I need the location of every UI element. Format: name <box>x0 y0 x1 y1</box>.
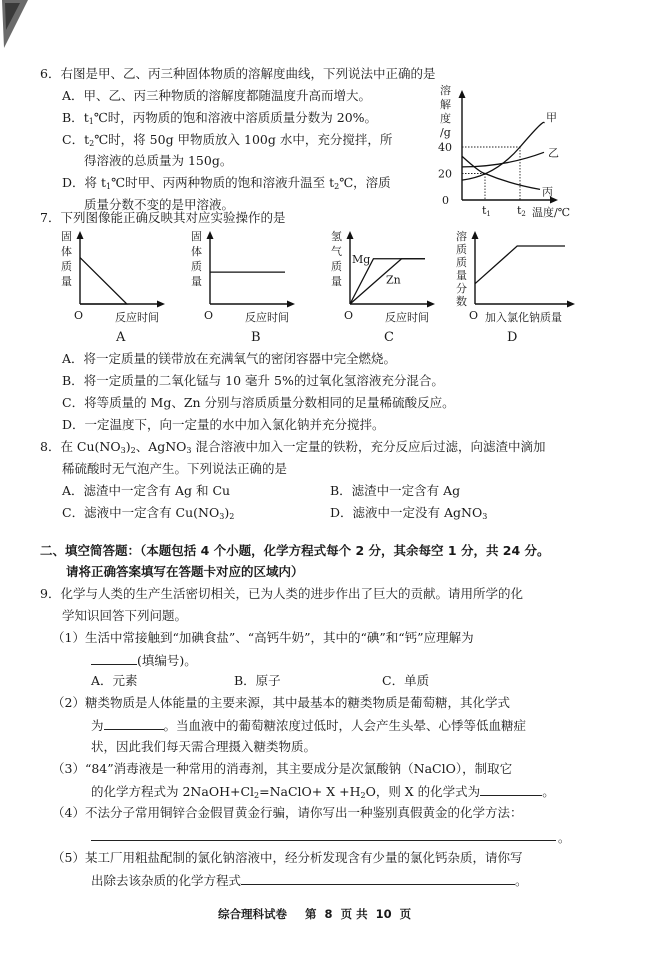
q9-part2-line2 <box>91 717 526 734</box>
y-axis-label: 质 <box>456 243 467 256</box>
x-axis-arrow-icon <box>157 301 165 308</box>
curve-丙 <box>462 156 540 189</box>
subscript: 3 <box>219 512 225 521</box>
text: (填编号)。 <box>137 653 197 668</box>
solubility-chart <box>440 82 580 220</box>
y-axis-label: 质 <box>61 260 72 273</box>
q7-option-d <box>62 417 385 433</box>
y-axis-label: 氢 <box>331 230 342 243</box>
graph-c <box>330 226 450 329</box>
curve-乙 <box>462 152 544 167</box>
option-text: 将等质量的 Mg、Zn 分别与溶质质量分数相同的足量稀硫酸反应。 <box>84 395 455 410</box>
text: O，则 X 的化学式为 <box>365 784 481 799</box>
y-axis-label: 气 <box>331 245 342 258</box>
option-text: 甲、乙、丙三种物质的溶解度都随温度升高而增大。 <box>83 88 372 103</box>
y-axis-arrow-icon <box>347 231 354 239</box>
q6-option-d-cont: 质量分数不变的是甲溶液。 <box>84 197 235 212</box>
x-axis-label: 反应时间 <box>115 311 159 324</box>
option-text: ℃时，丙物质的饱和溶液中溶质质量分数为 20%。 <box>93 110 378 125</box>
subscript: 3 <box>186 446 192 455</box>
q9-stem-line2: 学知识回答下列问题。 <box>62 608 188 623</box>
y-axis-label: 质 <box>456 256 467 269</box>
option-label: B． <box>62 110 84 125</box>
scan-corner-artifact <box>2 0 28 50</box>
q6-option-c-cont: 得溶液的总质量为 150g。 <box>84 153 233 168</box>
y-axis-label: /g <box>440 126 451 139</box>
series-label: 乙 <box>548 146 559 160</box>
option-label: C． <box>62 132 85 147</box>
y-axis-label: 量 <box>61 275 72 288</box>
q6-option-d <box>62 175 391 191</box>
y-axis-arrow-icon <box>77 231 84 239</box>
q6-option-c <box>62 132 392 148</box>
page-suffix: 页 <box>399 907 412 921</box>
q9-part1: （1）生活中常接触到“加碘食盐”、“高钙牛奶”，其中的“碘”和“钙”应理解为 <box>52 630 474 645</box>
option-text: 将 t <box>84 175 107 190</box>
text: ) <box>125 439 131 454</box>
q6-stem: 6．右图是甲、乙、丙三种固体物质的溶解度曲线，下列说法中正确的是 <box>40 66 436 81</box>
option-text: ℃，溶质 <box>339 175 391 190</box>
answer-blank[interactable] <box>241 872 515 885</box>
option-text: t <box>84 132 90 147</box>
y-axis-label: 量 <box>456 269 467 282</box>
subscript: 3 <box>120 446 126 455</box>
x-tick-label: t1 <box>482 204 491 218</box>
q9-part1-answer <box>91 652 197 669</box>
option-label: A． <box>62 351 84 366</box>
y-tick-label: 20 <box>438 167 452 181</box>
option-label: B． <box>62 373 84 388</box>
text: 混合溶液中加入一定量的铁粉，充分反应后过滤，向滤渣中滴加 <box>191 439 546 454</box>
q9-part1-option-b: B．原子 <box>234 673 281 688</box>
y-axis-label: 度 <box>440 112 451 125</box>
q9-part5-line2 <box>91 872 528 889</box>
y-axis-label: 量 <box>191 275 202 288</box>
y-axis-label: 溶 <box>440 84 451 97</box>
text: 8．在 Cu(NO <box>40 439 121 454</box>
option-label: D． <box>62 417 85 432</box>
series-label: Mg <box>352 252 371 266</box>
option-text: 一定温度下，向一定量的水中加入氯化钠并充分搅拌。 <box>84 417 385 432</box>
option-text: t <box>83 110 89 125</box>
subscript: 3 <box>482 512 488 521</box>
graph-b <box>190 226 310 329</box>
origin-label: O <box>344 309 354 322</box>
text: D．滤液中一定没有 AgNO <box>330 505 483 520</box>
subscript: 2 <box>89 139 95 148</box>
q6-option-b <box>62 110 377 126</box>
q9-part4: （4）不法分子常用铜锌合金假冒黄金行骗，请你写出一种鉴别真假黄金的化学方法： <box>52 805 523 820</box>
x-axis-label: 温度/℃ <box>532 206 571 219</box>
x-axis-label: 反应时间 <box>245 311 289 324</box>
subscript: 2 <box>130 446 136 455</box>
q8-stem-line1 <box>40 439 545 455</box>
text: 。 <box>515 873 528 888</box>
q8-option-c <box>62 505 234 521</box>
option-label: C． <box>62 395 85 410</box>
q6-option-a <box>62 88 371 104</box>
section-2-title: 二、填空简答题：（本题包括 4 个小题，化学方程式每个 2 分，其余每空 1 分，共 24 分。 <box>40 543 550 558</box>
option-text: 将一定质量的二氧化锰与 10 毫升 5%的过氧化氢溶液充分混合。 <box>83 373 444 388</box>
y-axis-label: 固 <box>191 230 202 243</box>
graph-caption-c: C <box>384 330 394 345</box>
x-axis-arrow-icon <box>567 301 575 308</box>
series-label: 丙 <box>542 185 553 199</box>
option-label: A． <box>62 88 84 103</box>
q9-part3: （3）“84”消毒液是一种常用的消毒剂，其主要成分是次氯酸钠（NaClO），制取它 <box>52 761 513 776</box>
graph-caption-a: A <box>116 330 126 345</box>
option-label: D． <box>62 175 85 190</box>
answer-line[interactable] <box>91 840 556 841</box>
y-axis-label: 固 <box>61 230 72 243</box>
y-axis-label: 数 <box>456 295 467 308</box>
page-prefix: 第 <box>305 907 317 921</box>
x-axis-label: 加入氯化钠质量 <box>485 311 562 324</box>
text: ) <box>224 505 230 520</box>
text: 。当血液中的葡萄糖浓度过低时，人会产生头晕、心悸等低血糖症 <box>163 718 527 733</box>
text: 的化学方程式为 2NaOH+Cl <box>91 784 255 799</box>
subscript: 1 <box>88 117 94 126</box>
answer-blank[interactable] <box>104 717 164 730</box>
q9-part2: （2）糖类物质是人体能量的主要来源，其中最基本的糖类物质是葡萄糖，其化学式 <box>52 695 510 710</box>
data-line-溶质质量分数 <box>475 246 565 284</box>
q9-part5: （5）某工厂用粗盐配制的氯化钠溶液中，经分析发现含有少量的氯化钙杂质，请你写 <box>52 850 523 865</box>
curve-甲 <box>462 122 544 180</box>
subscript: 2 <box>334 182 340 191</box>
graph-caption-d: D <box>507 330 518 345</box>
graph-a <box>60 226 180 329</box>
q7-stem: 7．下列图像能正确反映其对应实验操作的是 <box>40 210 286 225</box>
y-axis-label: 分 <box>456 282 467 295</box>
x-axis-arrow-icon <box>287 301 295 308</box>
q8-option-d <box>330 505 487 521</box>
page-total: 10 <box>375 907 392 921</box>
q7-option-b <box>62 373 444 389</box>
y-axis-label: 体 <box>191 245 202 258</box>
text: C．滤液中一定含有 Cu(NO <box>62 505 220 520</box>
y-axis-label: 体 <box>61 245 72 258</box>
q8-option-b: B．滤渣中一定含有 Ag <box>330 483 461 498</box>
answer-blank[interactable] <box>91 652 137 665</box>
q9-part1-option-a: A．元素 <box>91 673 138 688</box>
text: 、AgNO <box>135 439 187 454</box>
series-label: 甲 <box>546 111 557 125</box>
subscript: 1 <box>106 182 112 191</box>
option-text: 将一定质量的镁带放在充满氧气的密闭容器中完全燃烧。 <box>83 351 397 366</box>
y-axis-label: 溶 <box>456 230 467 243</box>
paper-name: 综合理科试卷 <box>218 907 287 921</box>
option-text: ℃时甲、丙两种物质的饱和溶液升温至 t <box>111 175 335 190</box>
origin-label: O <box>469 309 479 322</box>
q9-part2-line3: 状，因此我们每天需合理摄入糖类物质。 <box>91 739 317 754</box>
solubility-chart-svg <box>440 82 580 217</box>
x-axis-arrow-icon <box>427 301 435 308</box>
period: 。 <box>558 831 571 845</box>
page-mid: 页 共 <box>340 907 368 921</box>
q9-part1-option-c: C．单质 <box>382 673 430 688</box>
data-line-固体质量 <box>80 258 127 304</box>
y-axis-arrow-icon <box>207 231 214 239</box>
text: =NaClO+ X +H <box>259 784 361 799</box>
y-axis-arrow-icon <box>459 90 466 98</box>
subscript: 2 <box>229 512 235 521</box>
graph-d <box>455 226 585 329</box>
text: 。 <box>542 784 555 799</box>
origin-label: O <box>204 309 214 322</box>
text: 为 <box>91 718 104 733</box>
answer-blank[interactable] <box>480 783 542 796</box>
q9-part3-line2: 的化学方程式为 $2NaOH+Cl_2=NaClO+ X +H_2O$，则 X 的化学式为 。 <box>91 784 555 800</box>
origin-label: O <box>74 309 84 322</box>
y-axis-arrow-icon <box>472 231 479 239</box>
graph-caption-b: B <box>251 330 261 345</box>
q8-stem-line2: 稀硫酸时无气泡产生。下列说法正确的是 <box>62 461 288 476</box>
x-tick-label: t2 <box>517 204 526 218</box>
q7-option-c <box>62 395 455 411</box>
series-label: Zn <box>386 273 401 287</box>
q9-stem-line1: 9．化学与人类的生产生活密切相关，已为人类的进步作出了巨大的贡献。请用所学的化 <box>40 586 523 601</box>
x-axis-label: 反应时间 <box>385 311 429 324</box>
y-tick-label: 0 <box>442 194 449 207</box>
page-number: 8 <box>324 907 333 921</box>
q8-option-a: A．滤渣中一定含有 Ag 和 Cu <box>62 483 231 498</box>
q7-option-a <box>62 351 396 367</box>
option-text: ℃时，将 50g 甲物质放入 100g 水中，充分搅拌，所 <box>94 132 393 147</box>
page-footer <box>218 906 415 922</box>
y-tick-label: 40 <box>438 141 452 154</box>
y-axis-label: 质 <box>191 260 202 273</box>
section-2-instruction: 请将正确答案填写在答题卡对应的区域内） <box>66 564 304 579</box>
y-axis-label: 量 <box>331 275 342 288</box>
text: 出除去该杂质的化学方程式 <box>91 873 242 888</box>
y-axis-label: 质 <box>331 260 342 273</box>
y-axis-label: 解 <box>440 98 451 111</box>
